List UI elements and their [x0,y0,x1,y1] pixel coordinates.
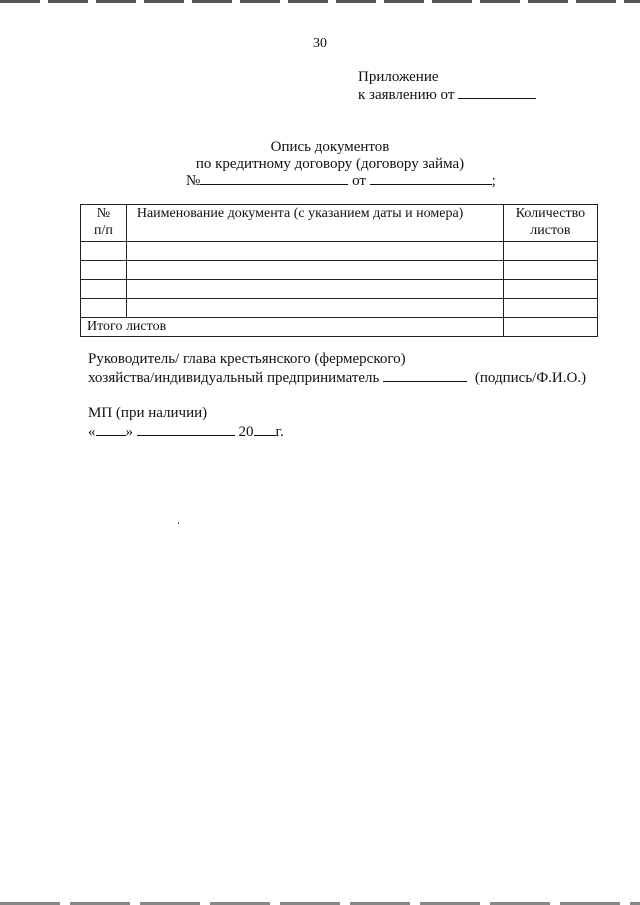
contract-number-blank[interactable] [200,172,348,185]
contract-number-line [186,172,496,190]
year-blank[interactable] [254,423,276,436]
row-count-cell[interactable] [503,242,597,261]
table-header-row [81,205,598,242]
header-name-cell: Наименование документа (с указанием даты и номера) [126,205,503,242]
document-title: Опись документов [270,139,390,155]
scan-top-edge [0,0,640,3]
signature-blank[interactable] [383,369,467,382]
header-count-line1: Количество [515,206,586,221]
row-name-cell[interactable] [126,261,503,280]
row-number-cell[interactable] [81,299,127,318]
scan-speck [178,522,179,524]
appendix-block [358,68,536,104]
total-count-cell[interactable] [503,318,597,337]
table-row [81,242,598,261]
table-row [81,261,598,280]
contract-date-blank[interactable] [370,172,492,185]
total-label: Итого листов [81,318,504,337]
row-number-cell[interactable] [81,242,127,261]
table-row [81,299,598,318]
documents-table [80,204,598,337]
month-blank[interactable] [137,423,235,436]
day-blank[interactable] [96,423,126,436]
signature-line [88,369,586,388]
close-quote: » [125,424,133,440]
row-number-cell[interactable] [81,261,127,280]
header-number-sign: № [96,206,111,221]
row-name-cell[interactable] [126,242,503,261]
page-number: 30 [313,36,327,51]
signature-hint: (подпись/Ф.И.О.) [474,370,587,386]
row-number-cell[interactable] [81,280,127,299]
stamp-date-block [88,404,284,442]
row-count-cell[interactable] [503,280,597,299]
application-date-blank[interactable] [458,86,536,99]
document-subtitle: по кредитному договору (договору займа) [195,156,465,172]
signature-title-line: Руководитель/ глава крестьянского (фермерского) [88,351,406,367]
from-label: от [352,173,366,189]
year-prefix: 20 [238,424,254,440]
header-number-abbr: п/п [93,223,113,238]
date-line [88,423,284,442]
header-number-cell [81,205,127,242]
appendix-application-line [358,86,536,104]
number-sign: № [186,173,201,189]
stamp-label: МП (при наличии) [88,405,208,421]
row-count-cell[interactable] [503,261,597,280]
header-count-cell [503,205,597,242]
header-count-line2: листов [530,223,571,238]
row-name-cell[interactable] [126,280,503,299]
signature-block [88,350,586,388]
table-row [81,280,598,299]
semicolon: ; [491,173,496,189]
row-count-cell[interactable] [503,299,597,318]
appendix-application-label: к заявлению от [358,87,455,103]
open-quote: « [88,424,96,440]
row-name-cell[interactable] [126,299,503,318]
appendix-title: Приложение [358,69,439,85]
total-row [81,318,598,337]
signature-role-label: хозяйства/индивидуальный предприниматель [88,370,380,386]
year-suffix: г. [275,424,284,440]
